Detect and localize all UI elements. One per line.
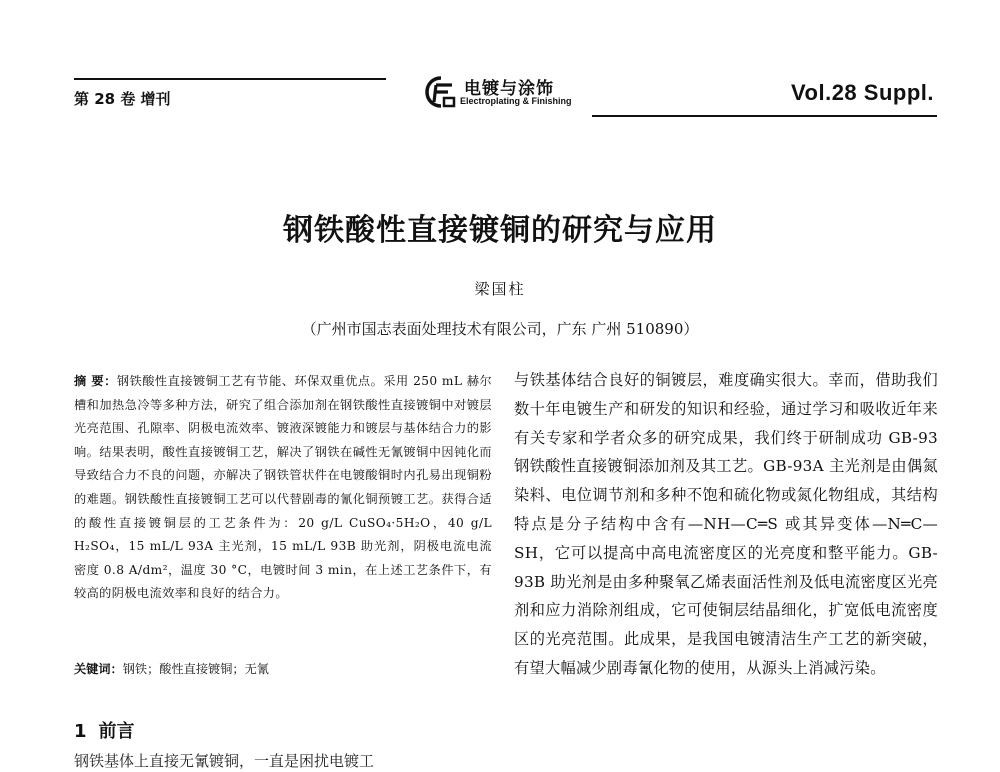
header-rule-right — [592, 115, 937, 117]
journal-logo — [424, 74, 594, 112]
section-title: 前言 — [98, 721, 135, 742]
section-first-line: 钢铁基体上直接无氰镀铜，一直是困扰电镀工 — [74, 752, 375, 770]
abstract — [74, 370, 492, 606]
author-affiliation: （广州市国志表面处理技术有限公司，广东 广州 510890） — [301, 320, 699, 338]
abstract-label: 摘 要： — [74, 374, 117, 388]
article-author: 梁国柱 — [474, 280, 526, 298]
keywords-label: 关键词： — [74, 662, 123, 676]
body-text-right-column: 与铁基体结合良好的铜镀层，难度确实很大。幸而，借助我们数十年电镀生产和研发的知识和经验，通过学习和吸收近年来有关专家和学者众多的研究成果，我们终于研制成功 GB-93 钢铁酸性直接镀铜添加剂及其工艺。GB-93A 主光剂是由偶氮染料、电位调节剂和多种不饱和硫化物或氮化物组成，其结构特点是分子结构中含有—NH—C═S 或其异变体—N═C—SH，它可以提高中高电流密度区的光亮度和整平能力。GB-93B 助光剂是由多种聚氧乙烯表面活性剂及低电流密度区光亮剂和应力消除剂组成，它可使铜层结晶细化，扩宽低电流密度区的光亮范围。此成果，是我国电镀清洁生产工艺的新突破，有望大幅减少剧毒氰化物的使用，从源头上消减污染。 — [514, 371, 938, 677]
section-number: 1 — [74, 721, 87, 742]
header-volume-en: Vol.28 Suppl. — [790, 80, 934, 105]
journal-logo-en: Electroplating & Finishing — [460, 96, 572, 106]
section-heading — [74, 717, 135, 743]
header-rule-left — [74, 78, 386, 80]
keywords-text: 钢铁；酸性直接镀铜；无氰 — [122, 662, 269, 676]
journal-logo-icon — [424, 76, 458, 108]
article-title: 钢铁酸性直接镀铜的研究与应用 — [283, 213, 717, 248]
keywords — [74, 658, 492, 680]
journal-logo-cn: 电镀与涂饰 — [464, 79, 554, 99]
abstract-text: 钢铁酸性直接镀铜工艺有节能、环保双重优点。采用 250 mL 赫尔槽和加热急冷等多种方法，研究了组合添加剂在钢铁酸性直接镀铜中对镀层光亮范围、孔隙率、阴极电流效率、镀液深镀能力和镀层与基体结合力的影响。结果表明，酸性直接镀铜工艺，解决了钢铁在碱性无氰镀铜中因钝化而导致结合力不良的问题，亦解决了钢铁管状件在电镀酸铜时内孔易出现铜粉的难题。钢铁酸性直接镀铜工艺可以代替剧毒的氰化铜预镀工艺。获得合适的酸性直接镀铜层的工艺条件为：20 g/L CuSO₄·5H₂O，40 g/L H₂SO₄，15 mL/L 93A 主光剂，15 mL/L 93B 助光剂，阴极电流电流密度 0.8 A/dm²，温度 30 °C，电镀时间 3 min，在上述工艺条件下，有较高的阴极电流效率和良好的结合力。 — [74, 374, 493, 601]
header-volume-cn: 第 28 卷 增刊 — [74, 90, 171, 108]
